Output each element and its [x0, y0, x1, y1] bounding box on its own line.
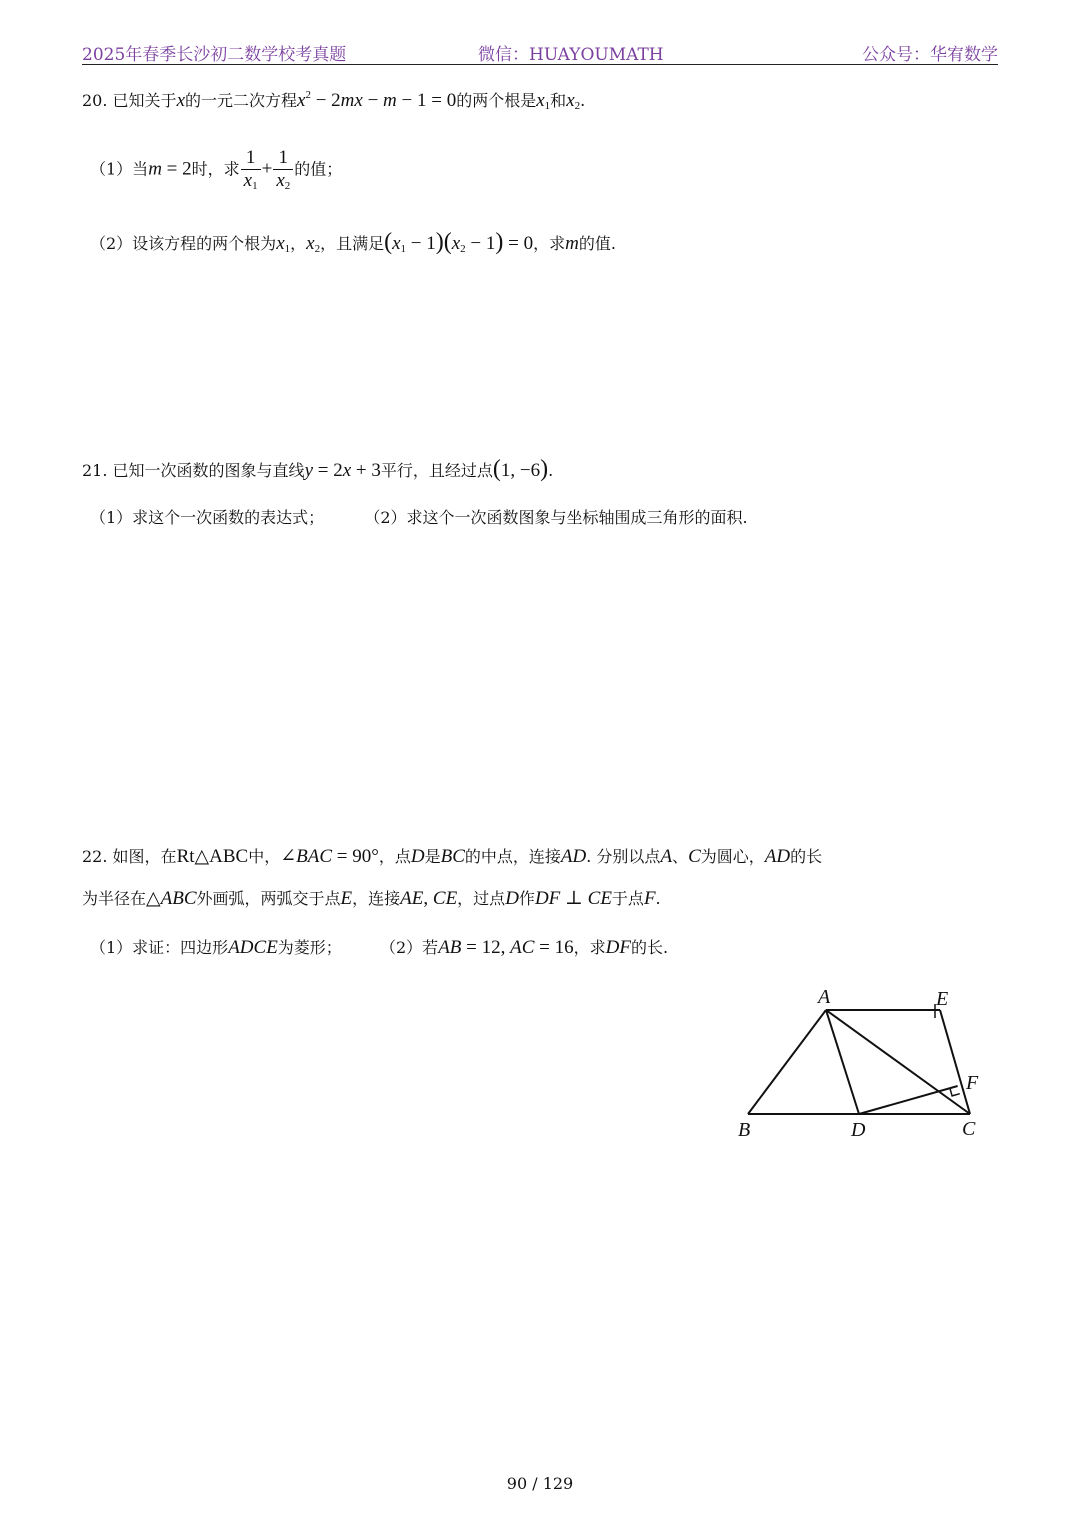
- q21-stem: 21. 已知一次函数的图象与直线y = 2x + 3平行，且经过点(1, −6).: [82, 456, 554, 482]
- label-F: F: [966, 1072, 979, 1094]
- q22-part2: （2）若AB = 12, AC = 16，求DF的长.: [380, 937, 669, 958]
- q22-geometry-figure: [728, 982, 1000, 1144]
- label-B: B: [738, 1119, 751, 1141]
- segment-DF: [859, 1086, 958, 1114]
- page-number: 90 / 129: [506, 1474, 574, 1493]
- q20-stem: 20. 已知关于x的一元二次方程$x^2 - 2mx - m - 1 = 0$的两个根是$x_1$和$x_2$.: [82, 89, 586, 112]
- label-C: C: [962, 1118, 976, 1140]
- fraction-1-over-x1: $\frac{1}{x_1}$: [241, 147, 261, 192]
- q20-part1: （1）当m = 2时，求 $\frac{1}{x_1}$ + $\frac{1}{x_2}$ 的值；: [90, 147, 343, 192]
- q21-parts: [90, 508, 748, 527]
- q22-stem-line2: 为半径在△ABC外画弧，两弧交于点E，连接AE, CE，过点D作DF ⊥ CE于点F.: [82, 888, 661, 909]
- label-A: A: [818, 986, 831, 1008]
- right-angle-mark: [950, 1088, 960, 1096]
- segment-EC: [940, 1010, 970, 1114]
- q22-stem-line1: 22. 如图，在Rt△ABC中，∠BAC = 90°，点D是BC的中点，连接AD. 分别以点A、C为圆心，AD的长: [82, 846, 823, 867]
- segment-AD: [826, 1010, 859, 1114]
- q22-parts: [90, 937, 668, 960]
- page-header: [82, 36, 998, 65]
- segment-AB: [748, 1010, 826, 1114]
- q21-part2: （2）求这个一次函数图象与坐标轴围成三角形的面积.: [364, 508, 748, 527]
- q22-part1: （1）求证：四边形ADCE为菱形；: [90, 937, 342, 958]
- q21-point: (1, −6): [492, 456, 549, 482]
- header-wechat: 微信：HUAYOUMATH: [478, 45, 664, 65]
- q20-number: 20.: [82, 91, 108, 110]
- label-D: D: [851, 1119, 866, 1141]
- q20-condition: $(x_1 - 1)(x_2 - 1) = 0$: [384, 229, 534, 255]
- q20-equation: $x^2 - 2mx - m - 1 = 0$: [297, 89, 457, 111]
- label-E: E: [936, 988, 949, 1010]
- header-account: 公众号：华宥数学: [862, 45, 998, 65]
- header-title: 2025年春季长沙初二数学校考真题: [82, 45, 347, 65]
- q21-number: 21.: [82, 461, 108, 480]
- q21-part1: （1）求这个一次函数的表达式；: [90, 508, 325, 527]
- q20-part2: （2）设该方程的两个根为$x_1$，$x_2$，且满足$(x_1 - 1)(x_2 - 1) = 0$，求m的值.: [90, 229, 616, 255]
- math-x: x: [176, 90, 185, 111]
- q22-number: 22.: [82, 847, 108, 866]
- segment-AC: [826, 1010, 970, 1114]
- fraction-1-over-x2: $\frac{1}{x_2}$: [273, 147, 293, 192]
